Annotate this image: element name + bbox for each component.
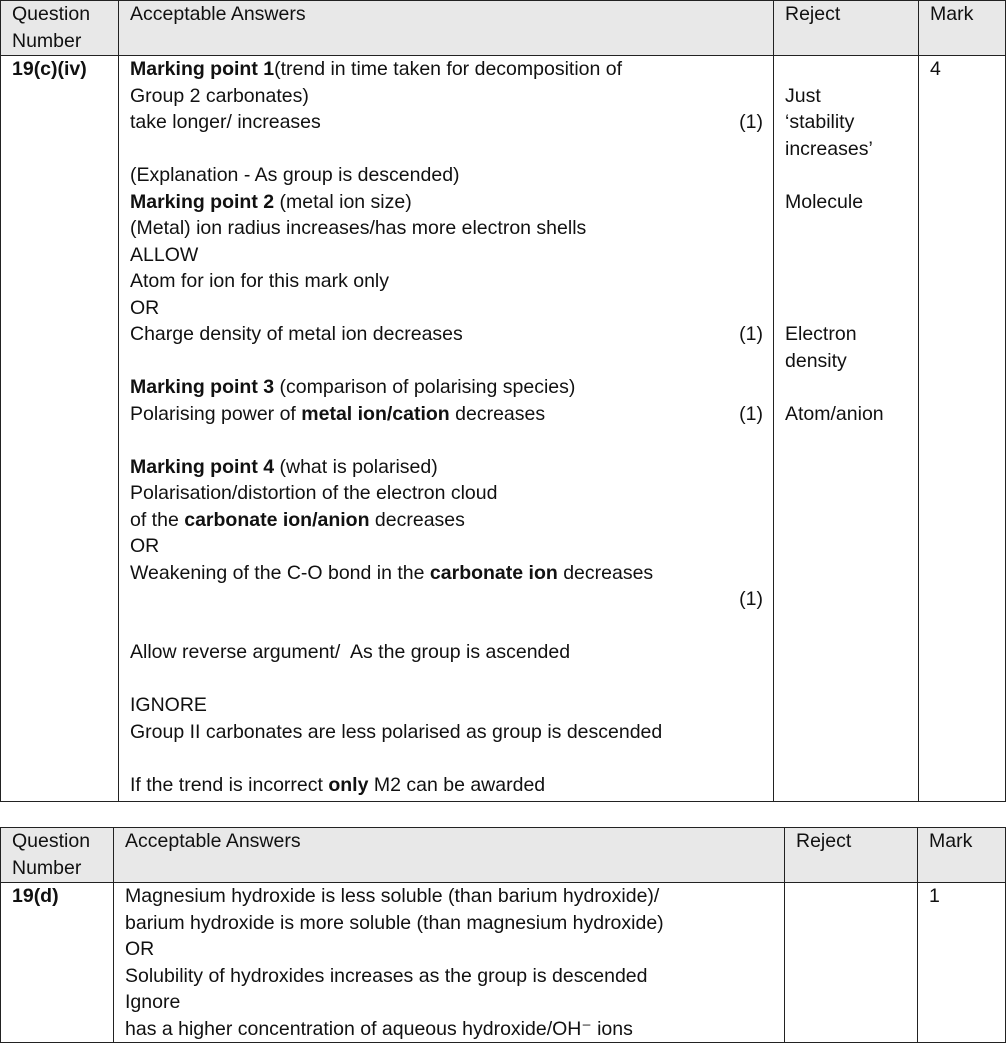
mark-value: (1) — [739, 588, 763, 610]
marking-point-2-label: Marking point 2 — [130, 190, 275, 213]
mark-cell: 4 — [919, 56, 1006, 802]
acceptable-answers-cell: Marking point 1(trend in time taken for decomposition of Group 2 carbonates) take longer/ increases (1) (Explanation - As group is descended) Marking point 2 (metal ion size) (Metal) ion radius increases/has more electron shells ALLOW Atom for ion for this mark only OR Charge density of metal ion decreases (1) Marking point 3 (comparison of polarising species) Polarising power of metal ion/cation decreases (1) Marking point 4 (what is polarised) Polarisation/distortion of the electron cloud of the carbonate ion/anion decreases OR Weakening of the C-O bond in the carbonate ion decreases (1) Allow reverse argument/ As the group is ascended IGNORE Group II carbonates are less polarised as group is descended If the trend is incorrect only M2 can be awarded — [119, 56, 774, 802]
mark-cell: 1 — [918, 883, 1006, 1043]
header-question-number: Question Number — [1, 828, 114, 883]
mark-value: (1) — [739, 323, 763, 345]
question-number: 19(c)(iv) — [1, 56, 119, 802]
header-question-number: Question Number — [1, 1, 119, 56]
header-mark: Mark — [919, 1, 1006, 56]
mark-scheme-table-19d — [0, 827, 1006, 1043]
acceptable-answers-cell: Magnesium hydroxide is less soluble (than barium hydroxide)/ barium hydroxide is more soluble (than magnesium hydroxide) OR Solubility of hydroxides increases as the group is descended Ignore has a higher concentration of aqueous hydroxide/OH⁻ ions — [114, 883, 785, 1043]
table-row — [1, 56, 1006, 802]
mark-value: (1) — [739, 111, 763, 133]
header-acceptable-answers: Acceptable Answers — [119, 1, 774, 56]
header-mark: Mark — [918, 828, 1006, 883]
table-header-row — [1, 1, 1006, 56]
reject-cell — [785, 883, 918, 1043]
header-reject: Reject — [785, 828, 918, 883]
table-row — [1, 883, 1006, 1043]
table-header-row — [1, 828, 1006, 883]
marking-point-1-label: Marking point 1 — [130, 58, 275, 80]
marking-point-3-label: Marking point 3 — [130, 376, 275, 398]
reject-cell: Just ‘stability increases’ Molecule Electron density Atom/anion — [774, 56, 919, 802]
marking-point-4-label: Marking point 4 — [130, 455, 275, 478]
question-number: 19(d) — [1, 883, 114, 1043]
mark-value: (1) — [739, 402, 763, 425]
header-reject: Reject — [774, 1, 919, 56]
header-acceptable-answers: Acceptable Answers — [114, 828, 785, 883]
